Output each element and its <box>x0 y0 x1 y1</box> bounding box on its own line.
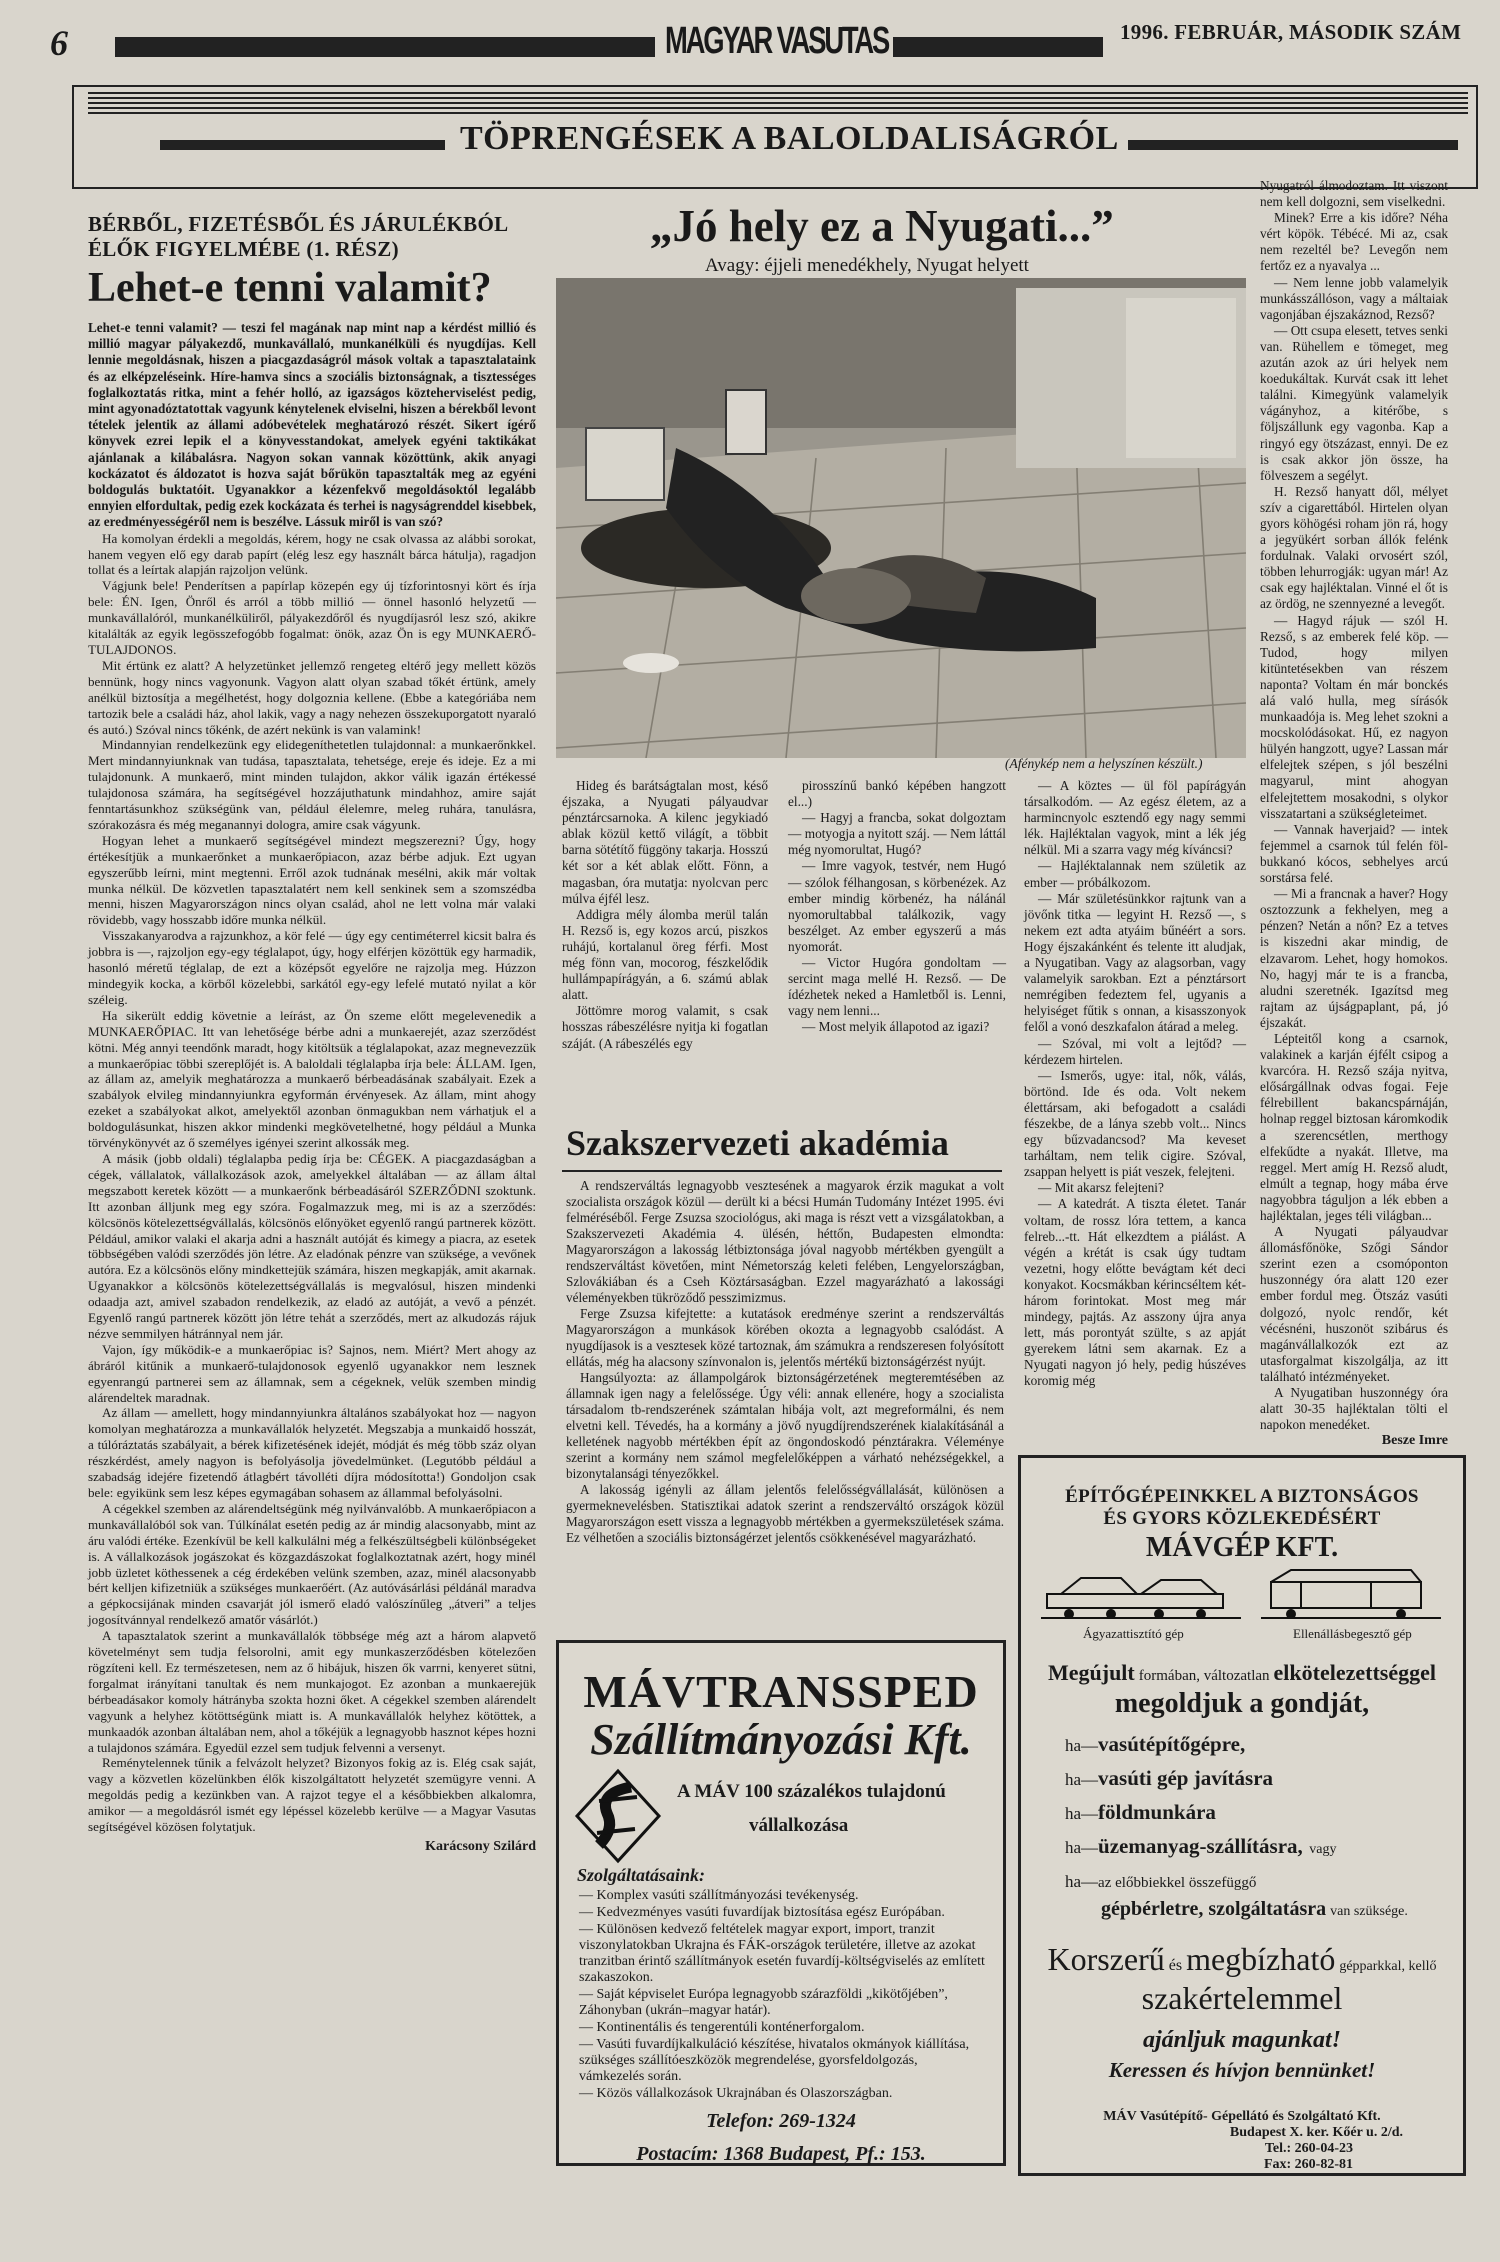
center-subtitle: Avagy: éjjeli menedékhely, Nyugat helyett <box>705 255 1029 276</box>
union-article <box>566 1178 1004 1546</box>
footer-company: MÁV Vasútépítő- Gépellátó és Szolgáltató Kft. <box>1103 2109 1381 2124</box>
paragraph: — A katedrát. A tiszta életet. Tanár voltam, de rossz lóra tettem, a kanca felreb...-tt. Hát elkezdtem a piálást. A végén a krétát is csak úgy tudtam vezetni, hogy előtte bevágtam két deci konyakot. Kocsmákban kérincséltem két-három forintokat. Most meg már mindegy, pajtás. Az asszony újra anya lett, más porontyát szülte, s az apját gyerekem látni sem akarnak. Ez a Nyugati nagyon jó hely, pedig húszéves koromig még <box>1024 1196 1246 1389</box>
left-article <box>88 212 536 1855</box>
welding-machine-icon <box>1261 1568 1441 1630</box>
banner-line-right <box>1128 140 1458 150</box>
paragraph: A cégekkel szemben az alárendeltségünk még nyilvánvalóbb. A munkaerőpiacon a munkavállalóból sok van. Túlkínálat esetén pedig az ár mindig alacsonyabb, mint az áru valódi értéke. Ezenkívül be kell kalkulálni még a felkészültségbeli különbségeket is. A vállalkozások jogászokat és közgazdászokat foglalkoztatnak azért, hogy minél jobb üzletet köthessenek a cég érdekében velünk szemben, azaz, minél alacsonyabb bért kelljen kifizetniük a szükséges munkaerőért. (Az autóvásárlási példánál maradva a gépkocsijának minden csavarját jól ismerő eladó valószínűleg „átveri” a teljes jogosítvánnyal rendelkező amatőr vásárlót.) <box>88 1500 536 1628</box>
service-main: földmunkára <box>1098 1800 1216 1824</box>
machine-label-1: Ágyazattisztító gép <box>1083 1626 1184 1641</box>
service-item: — Különösen kedvező feltételek magyar export, import, tranzit viszonylatokban Ukrajna és FÁK-országok területére, illetve az azokat tranzitban érintő szállítmányok esetén fuvardíj-költségviselés az említett szakaszokon. <box>579 1922 985 1985</box>
paragraph: — Ismerős, ugye: ital, nők, válás, börtönd. Ide és oda. Volt nekem élettársam, aki befogadott a családi fészekbe, de a lánya szebb volt... Nincs egy bűzvadancsod? Ma keveset tarháltam, nem telik cigire. Szóval, zsappan helyett is piát veszek, felejteni. <box>1024 1067 1246 1180</box>
paragraph: A Nyugati pályaudvar állomásfőnöke, Szőgi Sándor szerint ezen a csomóponton huszonnégy óra alatt 120 ezer ember fordul meg. Ötszáz vasúti dolgozó, nyolc rendőr, két vécésnéni, huszonöt szibárus és magánvállalkozók ezt az utasforgalmat kiszolgálja, az itt található intézményeket. <box>1260 1224 1448 1384</box>
service-prefix: ha— <box>1065 1770 1099 1789</box>
solve-line: megoldjuk a gondját, <box>1114 1688 1370 1719</box>
ad-address: Postacím: 1368 Budapest, Pf.: 153. <box>636 2143 926 2165</box>
service-main: vasútépítőgépre, <box>1098 1732 1246 1756</box>
paragraph: Lépteitől kong a csarnok, valakinek a karján éjfélt csipog a kvarcóra. H. Rezső szája nyitva, elősárgállnak odvas fogai. Feje félrebillent bakancspárnáján, holnap reggel biztosan káromkodik a szerencsétlen, merthogy elfekűdte a nyakát. Illetve, ma reggel. Mert amíg H. Rezső aludt, elmúlt a tegnap, hogy mába érve nagyobbra táguljon a lék ebben a hajléktalan, jeges téli világban... <box>1260 1030 1448 1223</box>
service-item-text: Vasúti fuvardíjkalkuláció készítése, hivatalos okmányok kiállítása, szükséges szállítóeszközök megrendelése, gyorsfeldolgozás, vámkezelés során. <box>579 2037 970 2084</box>
author: Karácsony Szilárd <box>425 1838 536 1854</box>
service-item-text: Közös vállalkozások Ukrajnában és Olaszországban. <box>596 2086 893 2101</box>
paragraph: pirosszínű bankó képében hangzott el...) <box>788 778 1006 810</box>
paragraph: — Hagyj a francba, sokat dolgoztam — motyogja a nyitott száj. — Nem láttál még nyomorultat, Hugó? <box>788 810 1006 858</box>
service-main: üzemanyag-szállításra, <box>1098 1834 1303 1858</box>
banner-inner-left-bar <box>88 92 1468 114</box>
machine-label-2: Ellenállásbegesztő gép <box>1293 1626 1412 1641</box>
article-lead: Lehet-e tenni valamit? — teszi fel magának nap mint nap a kérdést millió és millió magyar pályakezdő, munkavállaló, munkanélküli és nyugdíjas. Kell lennie megoldásnak, hiszen a piacgazdaságról mások voltak a tapasztalataink és az elképzeléseink. Híre-hamva sincs a szociális biztonságnak, a tisztességes foglalkoztatás ritka, mint a fehér holló, az igazságos közteherviselést pedig, mint agyonadóztatottak vagyunk kénytelenek elviselni, hiszen a bérekből levont tételek jelentik az állami adóbevételek meghatározó részét. Sikert ígérő könyvek ezrei lepik el a könyvesstandokat, amelyek egyéni taktikákat ajánlanak a kilábalásra. Nagyon sokan vannak közöttünk, akik anyagi kockázatot és áldozatot is hozva saját bőrükön tapasztalták meg az egyéni boldogulás buktatóit. Ugyanakkor a kézenfekvő megoldásoktól legalább ennyien elfordultak, pedig ezek kockázata és terhei is nagyságrenddel kisebbek, az eredményességéről nem is beszélve. Lássuk miről is van szó? <box>88 320 536 530</box>
service-row <box>1065 1864 1463 1894</box>
paragraph: — Már születésünkkor rajtunk van a jövőnk titka — legyint H. Rezső —, s nekem ezt adta atyáim bűnéért a sors. Hogy éjszakánként és telente itt aludjak, a Nyugatiban. Vagy az alagsorban, vagy valamelyik sarokban. Ezt a pénztársort nemrégiben fedeztem fel, ugyanis a helyiséget fűtik s onnan, a kisasszonyok felől a vonó deszkafalon átárad a meleg. <box>1024 890 1246 1035</box>
kicker-line-2: ÉLŐK FIGYELMÉBE (1. RÉSZ) <box>88 237 399 261</box>
reliable-1: Korszerű <box>1047 1941 1165 1977</box>
paragraph: Nyugatról álmodoztam. Itt viszont nem kell dolgozni, sem viselkedni. <box>1260 178 1448 210</box>
paragraph: Ferge Zsuzsa kifejtette: a kutatások eredménye szerint a rendszerváltás Magyarországon a munkások körében okozta a legnagyobb csalódást. A nyugdíjasok is a vesztesek közé tartoznak, ám számukra a rendszeresen folyósított ellátás, még ha alacsony színvonalon is, jelentős mértékű biztonságérzést nyújt. <box>566 1306 1004 1369</box>
service-item-text: Kontinentális és tengerentúli konténerforgalom. <box>596 2020 865 2035</box>
paragraph: — Victor Hugóra gondoltam — sercint maga mellé H. Rezső. — De ídézhetek neked a Hamletből is. Lenni, vagy nem lenni... <box>788 955 1006 1019</box>
footer-tel: Tel.: 260-04-23 <box>1264 2141 1353 2156</box>
paragraph: Mit értünk ez alatt? A helyzetünket jellemző rengeteg eltérő jegy mellett közös bennünk, hogy nincs vagyonunk. Vagyon alatt olyan szabad tőkét értünk, amely anélkül biztosítja a megélhetést, hogy dolgoznia kellene. (Ebbe a kategóriába nem tartozik bele a családi ház, ahol lakik, vagy a nagy nehezen összekuporgatott nyaraló és autó.) Szóval nincs tőkénk, de azért nekünk is van valamink! <box>88 657 536 737</box>
service-suffix: vagy <box>1309 1842 1337 1857</box>
banner-title: TÖPRENGÉSEK A BALOLDALISÁGRÓL <box>460 120 1119 157</box>
paragraph: H. Rezső hanyatt dől, mélyet szív a cigarettából. Hirtelen olyan gyors köhögési roham jön rá, hogy a jegyükért sorban állók felénk fordulnak. Valaki orvosért szól, többen lehurrogják: ugyan már! Az csak egy hajléktalan. Vinné el őt is az ördög, ne szennyezné a levegőt. <box>1260 483 1448 612</box>
paragraph: — Mit akarsz felejteni? <box>1038 1180 1164 1196</box>
ad-title: MÁVTRANSSPED <box>583 1666 979 1717</box>
paragraph: — Nem lenne jobb valamelyik munkásszállóson, vagy a máltaiak vagonjában éjszakáznod, Rezső? <box>1260 274 1448 322</box>
paragraph: — A köztes — ül föl papírágyán társalkodóm. — Az egész életem, az a harmincnyolc esztendő egy nagy semmi lék. Hajléktalan vagyok, mint a lék jég nélkül. Mi a szarra vagy még kíváncsi? <box>1024 778 1246 858</box>
paragraph: Vágjunk bele! Penderítsen a papírlap közepén egy új tízforintosnyi kört és írja bele: ÉN. Igen, Önről és arról a több millió — önnel hasonló helyzetű — munkavállalóról, munkanélküliről, pályakezdőről és nyugdíjasról lesz szó, akikre kitalálták az egyik legösszefogóbb fogalmat: önök, azaz Ön is egy MUNKAERŐ-TULAJDONOS. <box>88 578 536 657</box>
reliable-3: megbízható <box>1186 1941 1336 1977</box>
service-item-text: Komplex vasúti szállítmányozási tevékenység. <box>596 1888 859 1903</box>
paragraph: Vajon, így működik-e a munkaerőpiac is? Sajnos, nem. Miért? Mert ahogy az ábráról kitűnik a munkaerő-tulajdonosok egyenlő ugyanakkor nem lesznek egyenrangú partnerei sem az államnak, sem a cégeknek, velük szemben mindig alárendeltek maradnak. <box>88 1341 536 1405</box>
offer-line: ajánljuk magunkat! <box>1142 2027 1342 2053</box>
ad-phone: Telefon: 269-1324 <box>706 2110 856 2132</box>
service-item: — Komplex vasúti szállítmányozási tevékenység. <box>579 1888 859 1903</box>
service-item: — Vasúti fuvardíjkalkuláció készítése, hivatalos okmányok kiállítása, szükséges szállítóeszközök megrendelése, gyorsfeldolgozás, vámkezelés során. <box>579 2037 970 2084</box>
service-item: — Közös vállalkozások Ukrajnában és Olaszországban. <box>579 2086 893 2101</box>
header-rule-right <box>893 37 1103 57</box>
ad-owner-line-2: vállalkozása <box>749 1815 849 1836</box>
services-heading: Szolgáltatásaink: <box>577 1865 706 1885</box>
paragraph: A másik (jobb oldali) téglalapba pedig írja be: CÉGEK. A piacgazdaságban a cégek, vállalatok, vállalkozások azok, amelyekkel általában — az állam által megszabott keretek között — a munkaerőnk bérbeadásáról SZERZŐDNI szoktunk. Itt azonban álljunk meg egy szóra. Fogalmazzuk meg, mi is az a szerződés: kölcsönös kötelezettségvállalás, kölcsönös előnyöket egyenlő rangú partnerek között. Például, amikor valaki el akarja adni a használt autóját és kimegy a piacra, az esetek többségében valódi szerződés jön létre. Az eladónak pénzre van szüksége, a vevőnek autóra. Ez a kölcsönös előny mindkettejük számára, hiszen megkapják, amit akarnak. Ugyanakkor a kölcsönös kötelezettségvállalás is megvalósul, hiszen mindenki odaadja azt, amivel szabadon rendelkezik, az eladó az autóját, a vevő a pénzét. Egyenlő rangú partnerek között jön létre tehát a szerződés, mert az alkudozás rájuk nézve semmilyen hátránnyal nem jár. <box>88 1150 536 1341</box>
paragraph: Visszakanyarodva a rajzunkhoz, a kör felé — úgy egy centiméterrel kicsit balra és jobbra is —, rajzoljon egy-egy téglalapot, úgy, hogy elférjen közöttük egy harmadik, hasonló méretű téglalap, de ezt a középsőt egyelőre ne rajzolja meg. Húzzon mindegyik kocka, a körből közelebbi, sarkától egy-egy lefelé mutató nyilat a kör széleig. <box>88 928 536 1007</box>
paragraph: — Hagyd rájuk — szól H. Rezső, s az emberek felé köp. — Tudod, hogy milyen kitüntetésekben van részem naponta? Voltam én már bonckés alá való hulla, meg sírásók munkaadója is. Meg lehet szokni a mocskolódásokat. Hű, ez nagyon hülyén hangzott, ugye? Lassan már elfelejtek szépen, s jól beszélni magyarul, mint ahogyan elfelejtettem mosakodni, s olykor visszatartani a szükségleteimet. <box>1260 612 1448 821</box>
masthead: MAGYAR VASUTAS <box>665 20 889 62</box>
paragraph: Hangsúlyozta: az állampolgárok biztonságérzetének megteremtésében az államnak igen nagy a felelőssége. Úgy véli: annak ellenére, hogy a szocialista társadalom tb-rendszerének számtalan hibája volt, azt megreformálni, és nem elvetni kell. Tévedés, ha a kormány a jövő nyugdíjrendszerének kialakításánál a kelletének nagyobb mértékben épít az öngondoskodó pénztárakra. Véleménye szerint a kormány nem számol megfelelőképpen a várható nehézségekkel, a bizonytalansági tényezőkkel. <box>566 1370 1004 1481</box>
paragraph: Mindannyian rendelkezünk egy elidegeníthetetlen tulajdonnal: a munkaerőnkkel. Mert mindannyiunknak van tudása, tapasztalata, tehetsége, ereje és ideje. Ez a mi tulajdonunk. A munkaerő, mint minden tulajdon, akkor válik igazán értékessé tulajdonosa számára, ha segítségével hozzájuthatunk mindahhoz, amire saját fenntartásunkhoz szükségünk van, például élelemre, meleg ruhára, tanulásra, szórakozásra és még meganannyi dologra, amire csak vágyunk. <box>88 737 536 832</box>
service-main: az előbbiekkel összefüggő <box>1098 1875 1257 1891</box>
homeless-photo <box>556 278 1246 758</box>
union-headline: Szakszervezeti akadémia <box>566 1123 949 1163</box>
paragraph: Hogyan lehet a munkaerő segítségével mindezt megszerezni? Úgy, hogy értékesítjük a munkaerőnket a munkaerőpiacon, azaz bérbe adjuk. Ezt ugyan egyszerűbb leírni, mint megtenni. Erről azok tudnának mesélni, akik már voltak munka nélkül. De közvetlen tapasztalatért nem kell senkinek sem a szomszédba menni, hiszen Magyarországon nincs olyan család, ahol ne lett volna már valaki rövidebb, vagy hosszabb időre munka nélkül. <box>88 832 536 928</box>
reliable-2: és <box>1168 1957 1183 1974</box>
service-prefix: ha— <box>1065 1804 1099 1823</box>
company-name: MÁVGÉP KFT. <box>1145 1532 1339 1563</box>
paragraph: Az állam — amellett, hogy mindannyiunkra általános szabályokat hoz — nagyon komolyan meghatározza a munkavállalók helyzetét. Megszabja a munkaidő hosszát, a túlóráztatás szabályait, a bérek kifizetésének idejét, módját és még több száz olyan részkérdést, amely nagyon is befolyásolja jövedelmünket. (Legutóbb például a szabadság idejére fizetendő átlagbért távolléti díjra módosította!) Gondoljon csak bele: egyikünk sem lesz képes egymagában sohasem az állammal befolyásolni. <box>88 1405 536 1501</box>
service-item: — Kontinentális és tengerentúli konténerforgalom. <box>579 2020 865 2035</box>
service-row <box>1065 1728 1463 1758</box>
reliable-4: gépparkkal, kellő <box>1339 1959 1437 1974</box>
ad-top-line-1: ÉPÍTŐGÉPEINKKEL A BIZTONSÁGOS <box>1065 1486 1419 1507</box>
union-headline-rule <box>562 1170 1002 1172</box>
service-item: — Kedvezményes vasúti fuvardíjak biztosítása egész Európában. <box>579 1905 945 1920</box>
paragraph: Addigra mély álomba merül talán H. Rezső is, egy kozos arcú, piszkos ruhájú, kortalanul öreg férfi. Most még fönn van, mocorog, fészkelődik hullámpapírágyán, a 6. számú ablak alatt. <box>562 906 768 1003</box>
photo-caption: (Afénykép nem a helyszínen készült.) <box>1005 756 1203 771</box>
track-cleaner-machine-icon <box>1041 1572 1241 1630</box>
author: Besze Imre <box>1381 1433 1448 1449</box>
ad-owner-line-1: A MÁV 100 százalékos tulajdonú <box>677 1781 946 1802</box>
paragraph: — Hajléktalannak nem születik az ember — próbálkozom. <box>1024 858 1246 890</box>
rental-suffix: van szüksége. <box>1330 1904 1408 1919</box>
service-item: — Saját képviselet Európa legnagyobb szárazföldi „kikötőjében”, Záhonyban (ukrán–magyar határ). <box>579 1987 948 2018</box>
service-prefix: ha— <box>1065 1872 1099 1891</box>
rental-main: gépbérletre, szolgáltatásra <box>1101 1898 1327 1920</box>
paragraph: — Ott csupa elesett, tetves senki van. Rühellem e tömeget, meg azután azok az úri helyek nem koedukáltak. Kurvát csak itt lehet találni. Kimegyünk valamelyik vágányhoz, a kitérőbe, s följszállunk egy vagonba. Kap a ringyó egy ötszázast, ennyi. De ez is csak akkor jön össze, ha fölveszem a segélyt. <box>1260 322 1448 483</box>
mavgep-ad <box>1018 1455 1466 2176</box>
paragraph: — Vannak haverjaid? — intek fejemmel a csarnok túl felén föl-bukkanó kócos, sebhelyes arcú sorstársa felé. <box>1260 821 1448 886</box>
ad-top-line-2: ÉS GYORS KÖZLEKEDÉSÉRT <box>1103 1508 1381 1529</box>
footer-address: Budapest X. ker. Kőér u. 2/d. <box>1229 2125 1403 2140</box>
service-prefix: ha— <box>1065 1838 1099 1857</box>
expertise: szakértelemmel <box>1141 1980 1343 2016</box>
center-col-1 <box>562 778 768 1052</box>
paragraph: A rendszerváltás legnagyobb vesztesének a magyarok érzik magukat a volt szocialista országok közül — derült ki a bécsi Humán Tudomány Intézet 1995. évi felméréséből. Ferge Zsuzsa szociológus, aki maga is részt vett a vizsgálatokban, a Szakszervezeti Akadémia 4. ülésén, héttőn, Budapesten elmondta: Magyarországon a lakosság létbiztonsága jóval nagyobb mértékben gyengült a rendszerváltást követően, mint Németország keleti felében, Lengyelországban, Szlovákiában és a Cseh Köztársaságban. Ezzel magyarázható a lakossági véleményekben tükröződő pesszimizmus. <box>566 1178 1004 1305</box>
mavtranssped-logo-icon <box>573 1767 663 1865</box>
paragraph: Ha sikerült eddig követnie a leírást, az Ön szeme előtt megelevenedik a MUNKAERŐPIAC. Itt van lehetősége bérbe adni a munkaerejét, azaz szerződést kötni. Még annyi teendőnk maradt, hogy kitöltsük a téglalapokat, azaz megnevezzük a munkaerőpiac többi szereplőjét is. A baloldali téglalapba írja bele: ÁLLAM. Igen, az állam az, amelyik meghatározza a munkaerő bérbeadásának szabályait. Ezek a szabályok elvileg mindannyiunkra egyformán érvényesek. Az állam, mint ahogy ezeket a szabályokat alkot, amelyektől azonban önmagukban nem várhatjuk el a boldogulásunkat, hiszen akkor mindenki megkövetelhetné, hogy például a Munka törvénykönyvét az ő személyes igényei szerint alkossák meg. <box>88 1007 536 1151</box>
paragraph: Minek? Erre a kis időre? Néha vért köpök. Tébécé. Mi az, csak nem rezeltél be? Levegőn nem fertőz ez a nyavalya ... <box>1260 210 1448 274</box>
renewed-pre: Megújult <box>1047 1660 1135 1685</box>
paragraph: Jöttömre morog valamit, s csak hosszas rábeszélésre nyitja ki fogatlan száját. (A rábeszélés egy <box>562 1003 768 1051</box>
service-item-text: Különösen kedvező feltételek magyar export, import, tranzit viszonylatokban Ukrajna és FÁK-országok területére, illetve az azokat tranzitban érintő szállítmányok esetén fuvardíj-költségviselés az említett szakaszokon. <box>579 1922 985 1985</box>
footer-fax: Fax: 260-82-81 <box>1263 2157 1353 2172</box>
right-column <box>1260 178 1448 1449</box>
paragraph: A Nyugatiban huszonnégy óra alatt 30-35 hajléktalan tölti el napokon menedéket. <box>1260 1385 1448 1433</box>
paragraph: — Imre vagyok, testvér, nem Hugó — szólok félhangosan, s körbenézek. Az ember mindig körbenéz, ha nálánál nyomorultabbal találkozik, vagy beszélget. Az ember egyszerű a más nyomorát. <box>788 858 1006 954</box>
article-headline: Lehet-e tenni valamit? <box>88 265 492 311</box>
paragraph: A lakosság igényli az állam jelentős felelősségvállalását, különösen a gyermeknevelésben. Statisztikai adatok szerint a rendszerváltó országok közül Magyarországon esett vissza a legnagyobb mértékben a gyermekszületések száma. Ez vélhetően a szociális biztonságérzet jelentős csökkenésével magyarázható. <box>566 1482 1004 1545</box>
center-headline: „Jó hely ez a Nyugati...” <box>650 201 1114 251</box>
service-row <box>1065 1762 1463 1792</box>
renewed-post: elkötelezettséggel <box>1273 1660 1436 1685</box>
service-prefix: ha— <box>1065 1736 1099 1755</box>
paragraph: — Szóval, mi volt a lejtőd? — kérdezem hirtelen. <box>1024 1035 1246 1067</box>
ad-subtitle: Szállítmányozási Kft. <box>590 1715 972 1764</box>
service-item-text: Saját képviselet Európa legnagyobb szárazföldi „kikötőjében”, Záhonyban (ukrán–magyar határ). <box>579 1987 948 2018</box>
photo-illustration <box>556 278 1246 758</box>
page-number: 6 <box>50 23 68 63</box>
service-row <box>1065 1830 1463 1860</box>
service-item-text: Kedvezményes vasúti fuvardíjak biztosítása egész Európában. <box>596 1905 945 1920</box>
paragraph: Hideg és barátságtalan most, késő éjszaka, a Nyugati pályaudvar pénztárcsarnoka. A kilenc jegykiadó ablak közül kettő világít, a többit barna sötétítő függöny takarja. Hosszú két sor a két ablak előtt. Fönn, a magasban, óra mutatja: nyolcvan perc múlva éjfél lesz. <box>562 778 768 906</box>
service-main: vasúti gép javításra <box>1098 1766 1274 1790</box>
paragraph: A tapasztalatok szerint a munkavállalók többsége még azt a három alapvető követelményt sem tudja felsorolni, amit egy munkaszerződésben kötelezően rögzíteni kell. Ez természetesen, nem az ő hibájuk, hiszen ők varrni, kenyeret sütni, forgalmat irányítani tanultak és nem munkajogot. Ez azonban a munkaerejük bérbeadásakor komoly hátrányba szokta hozni őket. A cégekkel szemben alárendelt vagyunk a helyhez kötöttségünk miatt is. A munkavállalók helyhez kötöttek, a munkaadók azonban általában nem, ahol a tőkéjük a legnagyobb hasznot képes hozni a tulajdonos számára. Egyedül ezzel sem tudjuk felvenni a versenyt. <box>88 1628 536 1755</box>
mavtranssped-ad <box>556 1640 1006 2166</box>
paragraph: Reménytelennek tűnik a felvázolt helyzet? Bizonyos fokig az is. Elég csak saját, vagy a közvetlen közelünkben élők kiszolgáltatott helyzetét szemügyre venni. A megoldás pedig a kezünkben van. A rajzot tegye el a későbbiekben alkalomra, amikor — a megoldásról ismét egy lépéssel közelebb kerülve — a Magyar Vasutas segítségével közösen folytatjuk. <box>88 1755 536 1835</box>
header-rule-left <box>115 37 655 57</box>
service-row <box>1065 1796 1463 1826</box>
paragraph: — Mi a francnak a haver? Hogy osztozzunk a fekhelyen, meg a pénzen? Netán a nőn? Ez a tetves is kiszedni akar mindig, de elzavarom. Lehet, hogy homokos. No, hagyj már te is a francba, aludni szeretnék. Igazítsd meg rajtam az újságpaplant, pá, jó éjszakát. <box>1260 886 1448 1030</box>
banner-line-left <box>160 140 445 150</box>
paragraph: Ha komolyan érdekli a megoldás, kérem, hogy ne csak olvassa az alábbi sorokat, hanem vegyen elő egy darab papírt (elég lesz egy használt bárca hátulja), ragadjon tollat és a leírtak alapján rajzoljon velünk. <box>88 530 536 578</box>
issue-date: 1996. FEBRUÁR, MÁSODIK SZÁM <box>1120 20 1462 44</box>
kicker-line-1: BÉRBŐL, FIZETÉSBŐL ÉS JÁRULÉKBÓL <box>88 212 509 236</box>
call-line: Keressen és hívjon bennünket! <box>1108 2058 1376 2082</box>
paragraph: — Most melyik állapotod az igazi? <box>802 1019 990 1035</box>
article-body <box>88 531 536 1835</box>
renewed-mid: formában, változatlan <box>1138 1668 1270 1684</box>
center-col-2 <box>788 778 1006 1036</box>
center-col-3 <box>1024 778 1246 1390</box>
